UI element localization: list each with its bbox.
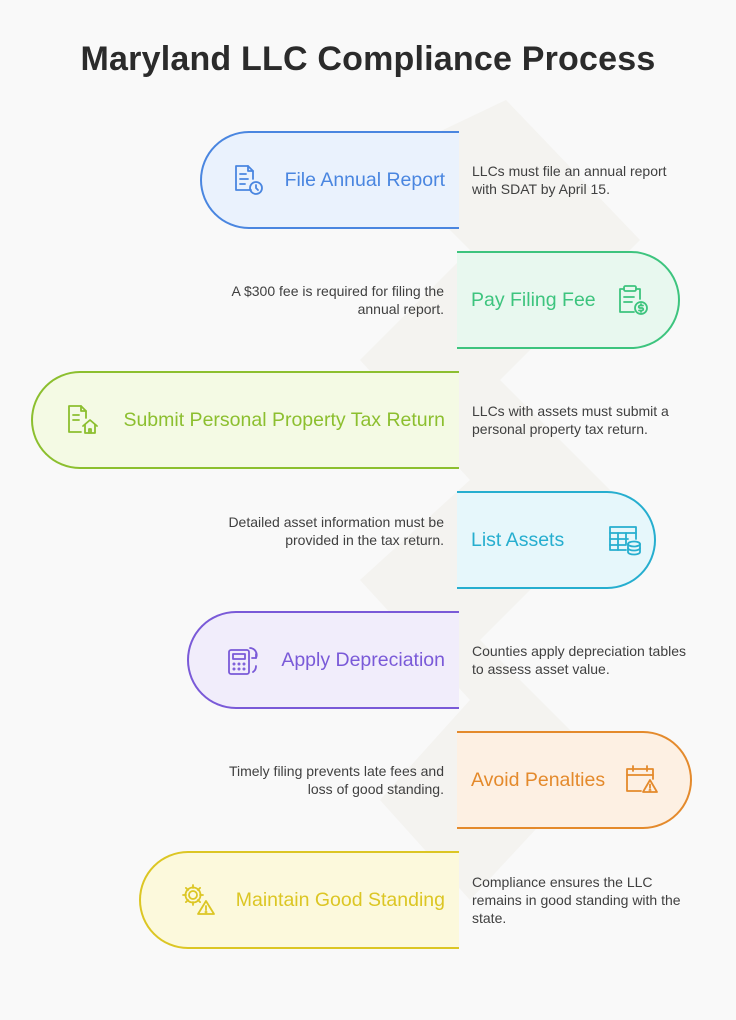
step-apply-depreciation bbox=[187, 611, 459, 709]
clipboard-dollar-icon bbox=[612, 280, 652, 320]
step-description: LLCs with assets must submit a personal property tax return. bbox=[472, 403, 669, 437]
step-pay-filing-fee bbox=[457, 251, 680, 349]
step-label: Submit Personal Property Tax Return bbox=[123, 408, 445, 431]
step-maintain-good-standing bbox=[139, 851, 459, 949]
step-list-assets bbox=[457, 491, 656, 589]
table-database-icon bbox=[604, 520, 644, 560]
step-description: A $300 fee is required for filing the annual report. bbox=[231, 283, 444, 317]
page-title: Maryland LLC Compliance Process bbox=[80, 40, 656, 78]
step-description: Counties apply depreciation tables to assess asset value. bbox=[472, 643, 687, 677]
step-label: List Assets bbox=[471, 528, 565, 551]
step-description: Detailed asset information must be provided in the tax return. bbox=[228, 514, 444, 548]
step-description: Timely filing prevents late fees and loss of good standing. bbox=[228, 763, 444, 797]
step-label: Avoid Penalties bbox=[471, 768, 606, 791]
calendar-warning-icon bbox=[621, 760, 661, 800]
step-label: File Annual Report bbox=[284, 168, 445, 191]
step-label: Maintain Good Standing bbox=[235, 888, 445, 911]
gear-warning-icon bbox=[178, 880, 218, 920]
step-avoid-penalties bbox=[457, 731, 692, 829]
document-clock-icon bbox=[227, 160, 267, 200]
step-label: Apply Depreciation bbox=[281, 648, 445, 671]
step-submit-personal-property-tax-return bbox=[31, 371, 459, 469]
calculator-refresh-icon bbox=[223, 640, 263, 680]
step-description: Compliance ensures the LLC remains in good standing with the state. bbox=[472, 874, 681, 926]
step-file-annual-report bbox=[200, 131, 459, 229]
step-description: LLCs must file an annual report with SDAT by April 15. bbox=[472, 163, 667, 197]
step-label: Pay Filing Fee bbox=[471, 288, 596, 311]
document-house-icon bbox=[61, 400, 101, 440]
